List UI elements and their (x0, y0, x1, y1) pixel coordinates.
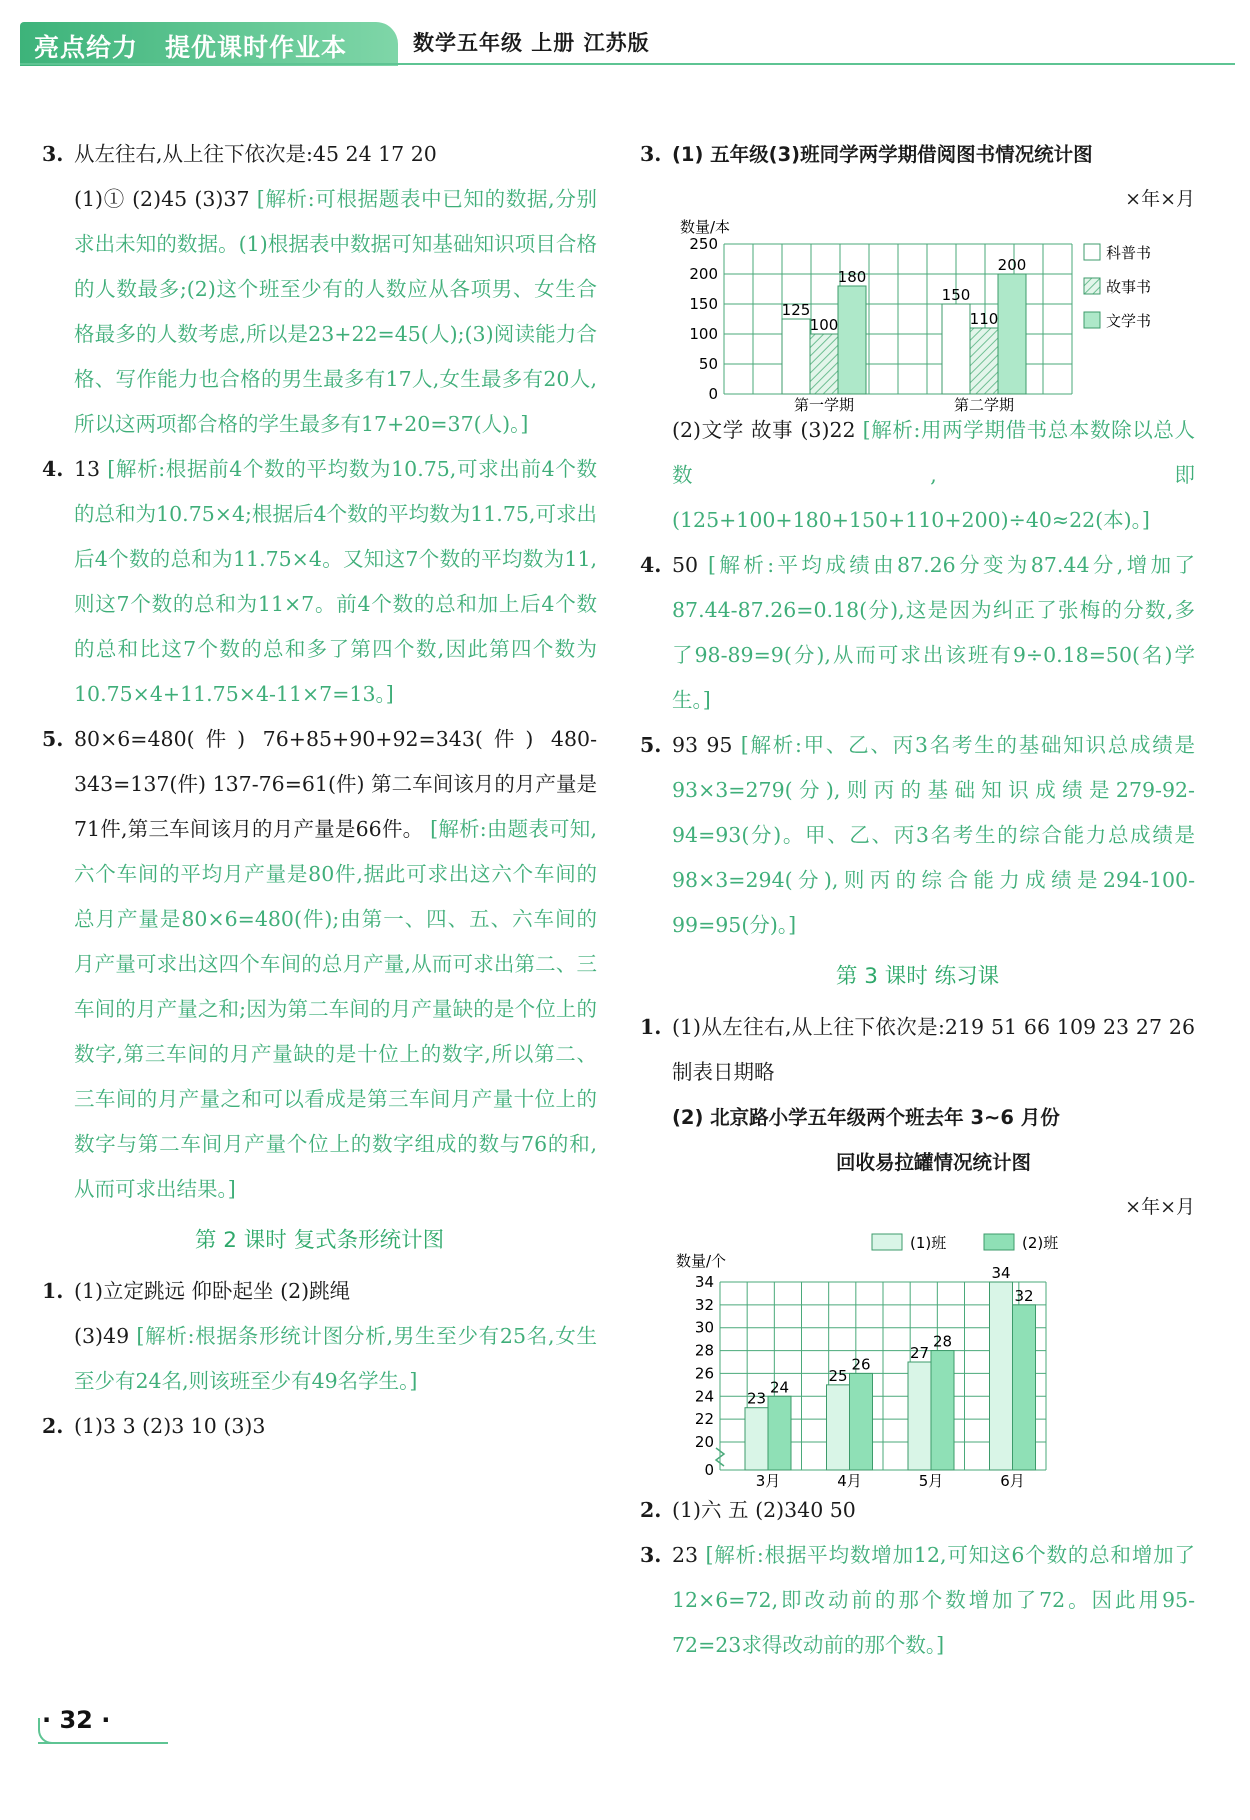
subject-title: 数学五年级 上册 江苏版 (413, 31, 650, 55)
left-column (42, 132, 597, 1449)
chart1-data-label: 180 (837, 268, 867, 286)
brand-series: 提优课时作业本 (165, 33, 348, 62)
chart1-ytick: 250 (689, 235, 718, 253)
chart2-ytick: 28 (694, 1341, 714, 1360)
chart2-axis-break (716, 1448, 724, 1466)
lesson3-answer-1: 1. (1)从左往右,从上往下依次是:219 51 66 109 23 27 26 制表日期略 (640, 1015, 1195, 1084)
section-title-lesson-3: 第 3 课时 练习课 (835, 964, 1000, 989)
chart1-ytick: 0 (708, 385, 718, 403)
chart2-ytick: 22 (694, 1410, 714, 1429)
chart1-legend-swatch (1084, 244, 1100, 260)
chart2-data-label: 24 (769, 1378, 790, 1397)
chart1-svg (672, 218, 1152, 414)
chart2-data-label: 25 (828, 1366, 848, 1385)
analysis-note: [解析:根据平均数增加12,可知这6个数的总和增加了12×6=72,即改动前的那个数增加了72。因此用95-72=23求得改动前的那个数。] (672, 1543, 1195, 1657)
chart1-title: (1) 五年级(3)班同学两学期借阅图书情况统计图 (672, 143, 1093, 166)
chart2-ylabel: 数量/个 (676, 1252, 727, 1270)
analysis-note: [解析:用两学期借书总本数除以总人数,即(125+100+180+150+110+200)÷40≈22(本)。] (672, 418, 1195, 532)
lesson2-answer-2: 2. (1)3 3 (2)3 10 (3)3 (42, 1414, 266, 1438)
chart2-container (672, 1230, 1195, 1488)
lesson2-answer-1-detail: (3)49 [解析:根据条形统计图分析,男生至少有25名,女生至少有24名,则该班至少有49名学生。] (74, 1324, 597, 1393)
chart2-data-label: 34 (991, 1264, 1011, 1282)
chart2-legend-swatch (872, 1234, 902, 1250)
chart2-legend-label: (1)班 (910, 1234, 947, 1252)
lesson3-answer-3: 3. 23 [解析:根据平均数增加12,可知这6个数的总和增加了12×6=72,即改动前的那个数增加了72。因此用95-72=23求得改动前的那个数。] (640, 1543, 1195, 1657)
chart1-data-label: 100 (809, 316, 839, 334)
chart2-bar (1013, 1305, 1036, 1470)
analysis-note: [解析:由题表可知,六个车间的平均月产量是80件,据此可求出这六个车间的总月产量是80×6=480(件);由第一、四、五、六车间的月产量可求出这四个车间的总月产量,从而可求出第二、三车间的月产量之和;因为第二车间的月产量缺的是个位上的数字,第三车间的月产量缺的是十位上的数字,所以第二、三车间的月产量之和可以看成是第三车间月产量十位上的数字与第二车间月产量个位上的数字组成的数与76的和,从而可求出结果。] (74, 817, 597, 1201)
chart2-ytick: 0 (704, 1461, 714, 1479)
chart2-data-label: 23 (746, 1389, 767, 1408)
chart2-ytick: 20 (694, 1433, 714, 1451)
answer-5-right: 5. 93 95 [解析:甲、乙、丙3名考生的基础知识总成绩是93×3=279(分),则丙的基础知识成绩是279-92-94=93(分)。甲、乙、丙3名考生的综合能力总成绩是98×3=294(分),则丙的综合能力成绩是294-100-99=95(分)。] (640, 733, 1195, 937)
chart1-legend-label: 文学书 (1106, 312, 1152, 330)
chart2-bar (745, 1408, 768, 1470)
chart2-bar (827, 1385, 850, 1470)
lesson3-answer-2: 2. (1)六 五 (2)340 50 (640, 1498, 856, 1522)
chart1-ytick: 200 (689, 265, 718, 283)
chart1-container (672, 218, 1195, 414)
analysis-note: [解析:可根据题表中已知的数据,分别求出未知的数据。(1)根据表中数据可知基础知识项目合格的人数最多;(2)这个班至少有的人数应从各项男、女生合格最多的人数考虑,所以是23+22=45(人);(3)阅读能力合格、写作能力也合格的男生最多有17人,女生最多有20人,所以这两项都合格的学生最多有17+20=37(人)。] (74, 187, 597, 436)
chart2-title-line1: (2) 北京路小学五年级两个班去年 3~6 月份 (672, 1106, 1060, 1129)
chart2-bar (768, 1396, 791, 1470)
chart2-ytick: 24 (694, 1387, 714, 1406)
analysis-note: [解析:甲、乙、丙3名考生的基础知识总成绩是93×3=279(分),则丙的基础知识成绩是279-92-94=93(分)。甲、乙、丙3名考生的综合能力总成绩是98×3=294(分),则丙的综合能力成绩是294-100-99=95(分)。] (672, 733, 1195, 937)
answer-3: 3. 从左往右,从上往下依次是:45 24 17 20 (42, 142, 437, 166)
chart2-xtick: 5月 (918, 1472, 944, 1490)
answer-3-detail: (1)① (2)45 (3)37 [解析:可根据题表中已知的数据,分别求出未知的数据。(1)根据表中数据可知基础知识项目合格的人数最多;(2)这个班至少有的人数应从各项男、女生合格最多的人数考虑,所以是23+22=45(人);(3)阅读能力合格、写作能力也合格的男生最多有17人,女生最多有20人,所以这两项都合格的学生最多有17+20=37(人)。] (74, 187, 597, 436)
brand-name: 亮点给力 (34, 33, 139, 62)
analysis-note: [解析:根据条形统计图分析,男生至少有25名,女生至少有24名,则该班至少有49名学生。] (74, 1324, 597, 1393)
chart2-data-label: 27 (909, 1344, 930, 1362)
chart1-ylabel: 数量/本 (680, 218, 731, 236)
chart1-ytick: 100 (689, 325, 718, 343)
chart1-legend-swatch (1084, 278, 1100, 294)
chart2-bar (908, 1362, 931, 1470)
chart1-xtick: 第一学期 (793, 396, 855, 414)
chart2-title-line2: 回收易拉罐情况统计图 (835, 1151, 1031, 1174)
chart2-bar (850, 1373, 873, 1470)
answer-5: 5. 80×6=480(件) 76+85+90+92=343(件) 480-343=137(件) 137-76=61(件) 第二车间该月的月产量是71件,第三车间该月的月产量是66件。 [解析:由题表可知,六个车间的平均月产量是80件,据此可求出这六个车间的总月产量是80×6=480(件);由第一、四、五、六车间的月产量可求出这四个车间的总月产量,从而可求出第二、三车间的月产量之和;因为第二车间的月产量缺的是个位上的数字,第三车间的月产量缺的是十位上的数字,所以第二、三车间的月产量之和可以看成是第三车间月产量十位上的数字与第二车间月产量个位上的数字组成的数与76的和,从而可求出结果。] (42, 727, 597, 1201)
brand-banner (20, 22, 398, 66)
answer-4: 4. 13 [解析:根据前4个数的平均数为10.75,可求出前4个数的总和为10.75×4;根据后4个数的平均数为11.75,可求出后4个数的总和为11.75×4。又知这7个数的平均数为11,则这7个数的总和为11×7。前4个数的总和加上后4个数的总和比这7个数的总和多了第四个数,因此第四个数为10.75×4+11.75×4-11×7=13。] (42, 457, 597, 706)
analysis-note: [解析:根据前4个数的平均数为10.75,可求出前4个数的总和为10.75×4;根据后4个数的平均数为11.75,可求出后4个数的总和为11.75×4。又知这7个数的平均数为11,则这7个数的总和为11×7。前4个数的总和加上后4个数的总和比这7个数的总和多了第四个数,因此第四个数为10.75×4+11.75×4-11×7=13。] (74, 457, 597, 706)
chart2-ytick: 32 (694, 1295, 714, 1314)
header-divider (20, 63, 1235, 65)
analysis-note: [解析:平均成绩由87.26分变为87.44分,增加了87.44-87.26=0.18(分),这是因为纠正了张梅的分数,多了98-89=9(分),从而可求出该班有9÷0.18=50(名)学生。] (672, 553, 1196, 712)
chart1-xtick: 第二学期 (953, 396, 1015, 414)
chart2-svg (672, 1230, 1152, 1488)
chart2-ytick: 30 (694, 1318, 714, 1337)
chart1-legend-label: 故事书 (1106, 278, 1152, 296)
chart2-xtick: 4月 (837, 1472, 862, 1490)
chart1-bar (998, 274, 1026, 394)
chart1-bar (838, 286, 866, 394)
chart1-ytick: 150 (689, 295, 718, 313)
answer-4-right: 4. 50 [解析:平均成绩由87.26分变为87.44分,增加了87.44-87.26=0.18(分),这是因为纠正了张梅的分数,多了98-89=9(分),从而可求出该班有9÷0.18=50(名)学生。] (640, 553, 1196, 712)
chart1-question: 3. (1) 五年级(3)班同学两学期借阅图书情况统计图 (640, 142, 1093, 166)
chart2-ytick: 26 (694, 1364, 714, 1383)
chart2-xtick: 3月 (755, 1472, 781, 1490)
chart1-legend-swatch (1084, 312, 1100, 328)
chart1-bar (782, 319, 810, 394)
footer-line (38, 1742, 168, 1744)
chart1-data-label: 110 (969, 310, 999, 328)
chart2-data-label: 32 (1014, 1286, 1034, 1305)
chart1-legend-label: 科普书 (1106, 244, 1152, 262)
chart1-data-label: 200 (997, 256, 1027, 274)
chart1-bar (970, 328, 998, 394)
chart1-data-label: 150 (941, 286, 971, 304)
chart2-legend-swatch (984, 1234, 1014, 1250)
chart1-bar (810, 334, 838, 394)
chart1-ytick: 50 (698, 355, 718, 373)
chart2-bar (931, 1351, 954, 1470)
chart2-bar (990, 1282, 1013, 1470)
chart1-bar (942, 304, 970, 394)
chart2-legend-label: (2)班 (1022, 1234, 1059, 1252)
section-title-lesson-2: 第 2 课时 复式条形统计图 (194, 1228, 445, 1253)
answer-3-part2: (2)文学 故事 (3)22 [解析:用两学期借书总本数除以总人数,即(125+100+180+150+110+200)÷40≈22(本)。] (672, 418, 1195, 532)
chart2-ytick: 34 (694, 1273, 714, 1291)
chart2-data-label: 28 (932, 1332, 953, 1351)
right-column (640, 132, 1195, 1668)
chart2-xtick: 6月 (1000, 1472, 1025, 1490)
chart2-date: ×年×月 (1125, 1196, 1195, 1218)
lesson2-answer-1: 1. (1)立定跳远 仰卧起坐 (2)跳绳 (42, 1279, 351, 1303)
page-number: · 32 · (42, 1706, 111, 1734)
chart1-data-label: 125 (781, 301, 811, 319)
chart1-date: ×年×月 (1125, 188, 1195, 210)
chart2-data-label: 26 (851, 1355, 871, 1374)
